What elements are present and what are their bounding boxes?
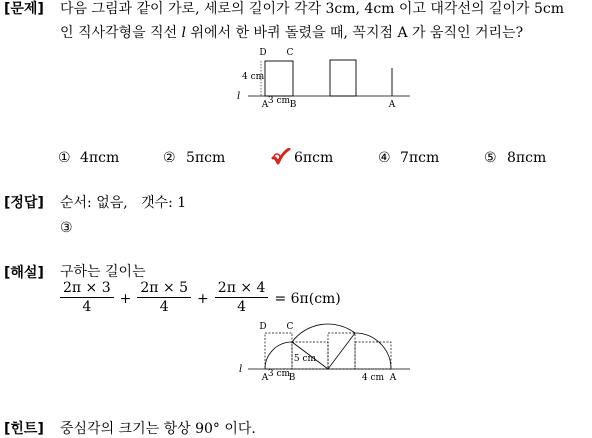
answer-order-count: 순서: 없음, 갯수: 1: [60, 195, 187, 211]
vertex-b-label: B: [288, 373, 296, 383]
hint-text: 중심각의 크기는 항상 90° 이다.: [60, 421, 256, 437]
vertex-b-label: B: [289, 100, 297, 110]
fraction-numerator: 2π × 3: [60, 280, 114, 298]
red-checkmark-icon: [271, 148, 291, 167]
formula-result: = 6π(cm): [274, 290, 341, 307]
problem-label: [문제]: [4, 1, 44, 17]
explanation-figure: [232, 316, 417, 388]
fraction-term-2: [137, 280, 191, 315]
rectangle-position-4: [355, 342, 391, 369]
hint-label: [힌트]: [4, 421, 44, 437]
line-variable: l: [181, 25, 187, 41]
explanation-intro: 구하는 길이는: [60, 264, 146, 280]
choice-1-text: 4πcm: [80, 150, 120, 166]
vertex-a-start-label: A: [261, 100, 269, 110]
problem-text-line-2: [60, 24, 523, 42]
choice-5-marker: ⑤: [484, 150, 497, 166]
problem-text-line-2-before: 인 직사각형을 직선: [60, 25, 182, 41]
answer-value: ③: [60, 220, 73, 236]
choice-2-text: 5πcm: [186, 150, 226, 166]
fraction-denominator: 4: [237, 299, 247, 315]
fraction-denominator: 4: [159, 299, 169, 315]
fraction-numerator: 2π × 5: [137, 280, 191, 298]
explanation-label: [해설]: [4, 265, 44, 281]
choice-4-marker: ④: [378, 150, 391, 166]
vertex-c-label: C: [286, 48, 294, 58]
arc-radius-3: [265, 342, 292, 369]
height-label: 4 cm: [242, 72, 265, 82]
vertex-a-end-label: A: [389, 373, 397, 383]
vertex-c-label: C: [286, 322, 294, 332]
plus-operator: +: [197, 290, 209, 307]
fraction-denominator: 4: [82, 299, 92, 315]
vertex-d-label: D: [259, 48, 267, 58]
vertex-a-start-label: A: [261, 373, 269, 383]
diagonal-label: 5 cm: [293, 354, 317, 364]
choice-1-marker: ①: [58, 150, 71, 166]
rectangle-start-position: [265, 61, 293, 96]
arc-radius-4: [355, 333, 391, 369]
explanation-formula: [60, 280, 341, 315]
fraction-term-3: [215, 280, 269, 315]
line-l-label: l: [239, 364, 243, 375]
problem-text-line-1: 다음 그림과 같이 가로, 세로의 길이가 각각 3cm, 4cm 이고 대각선의 길이가 5cm: [60, 1, 564, 17]
answer-label: [정답]: [4, 195, 44, 211]
choice-2-marker: ②: [163, 150, 176, 166]
plus-operator: +: [119, 290, 132, 307]
problem-figure: [232, 42, 417, 112]
choice-5-text: 8πcm: [507, 150, 547, 166]
problem-text-line-2-after: 위에서 한 바퀴 돌렸을 때, 꼭지점 A 가 움직인 거리는?: [186, 25, 524, 41]
choice-4-text: 7πcm: [400, 150, 440, 166]
choice-3-text: 6πcm: [294, 150, 334, 166]
line-l-label: l: [237, 91, 241, 102]
width-label: 3 cm: [267, 369, 291, 379]
fraction-term-1: [60, 280, 114, 315]
vertex-d-label: D: [259, 322, 267, 332]
rectangle-position-1: [265, 333, 292, 369]
vertex-a-end-label: A: [388, 100, 396, 110]
width-label: 3 cm: [267, 96, 291, 106]
rectangle-middle-position: [330, 60, 356, 96]
radius-line-2: [328, 333, 355, 369]
fraction-numerator: 2π × 4: [215, 280, 269, 298]
height-label: 4 cm: [361, 373, 385, 383]
